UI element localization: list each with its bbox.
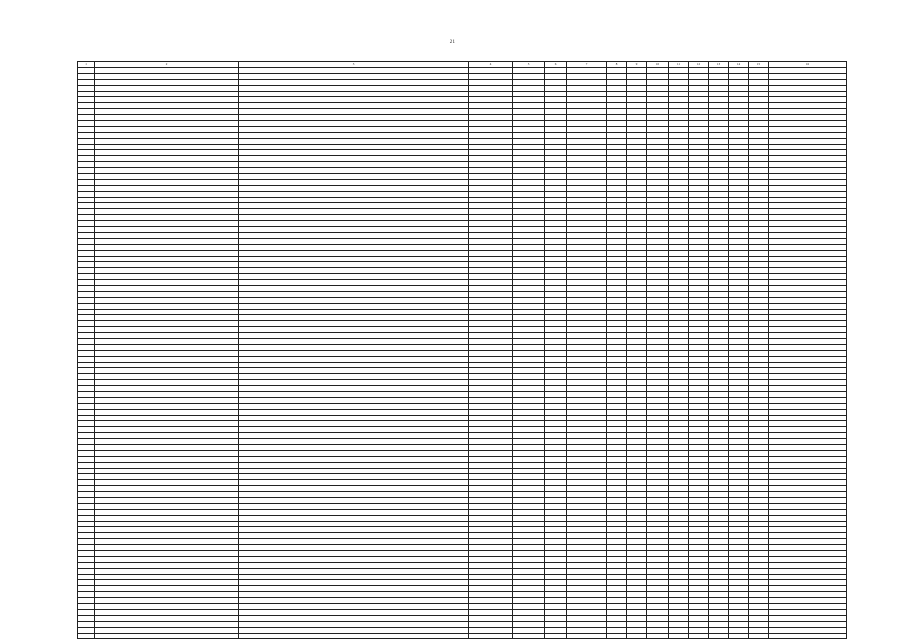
header-cell: 3 (239, 62, 469, 68)
header-cell: 13 (709, 62, 729, 68)
table-cell (239, 633, 469, 639)
page-number: 21 (449, 40, 456, 45)
table-cell (95, 633, 239, 639)
header-cell: 16 (769, 62, 847, 68)
table-cell (709, 633, 729, 639)
table-cell (545, 633, 567, 639)
table-cell (627, 633, 647, 639)
header-cell: 6 (545, 62, 567, 68)
header-cell: 2 (95, 62, 239, 68)
header-cell: 5 (513, 62, 545, 68)
table-cell (513, 633, 545, 639)
header-cell: 4 (469, 62, 513, 68)
table-cell (769, 633, 847, 639)
table-body (78, 68, 847, 639)
table-cell (469, 633, 513, 639)
header-cell: 1 (78, 62, 95, 68)
header-cell: 12 (689, 62, 709, 68)
table-cell (607, 633, 627, 639)
table-cell (729, 633, 749, 639)
header-cell: 7 (567, 62, 607, 68)
header-cell: 10 (647, 62, 669, 68)
table-cell (567, 633, 607, 639)
header-cell: 14 (729, 62, 749, 68)
table-cell (689, 633, 709, 639)
table-cell (78, 633, 95, 639)
table-cell (669, 633, 689, 639)
table-cell (647, 633, 669, 639)
table-row (78, 633, 847, 639)
header-cell: 15 (749, 62, 769, 68)
table-cell (749, 633, 769, 639)
header-cell: 9 (627, 62, 647, 68)
header-cell: 8 (607, 62, 627, 68)
data-table (77, 61, 847, 639)
header-cell: 11 (669, 62, 689, 68)
